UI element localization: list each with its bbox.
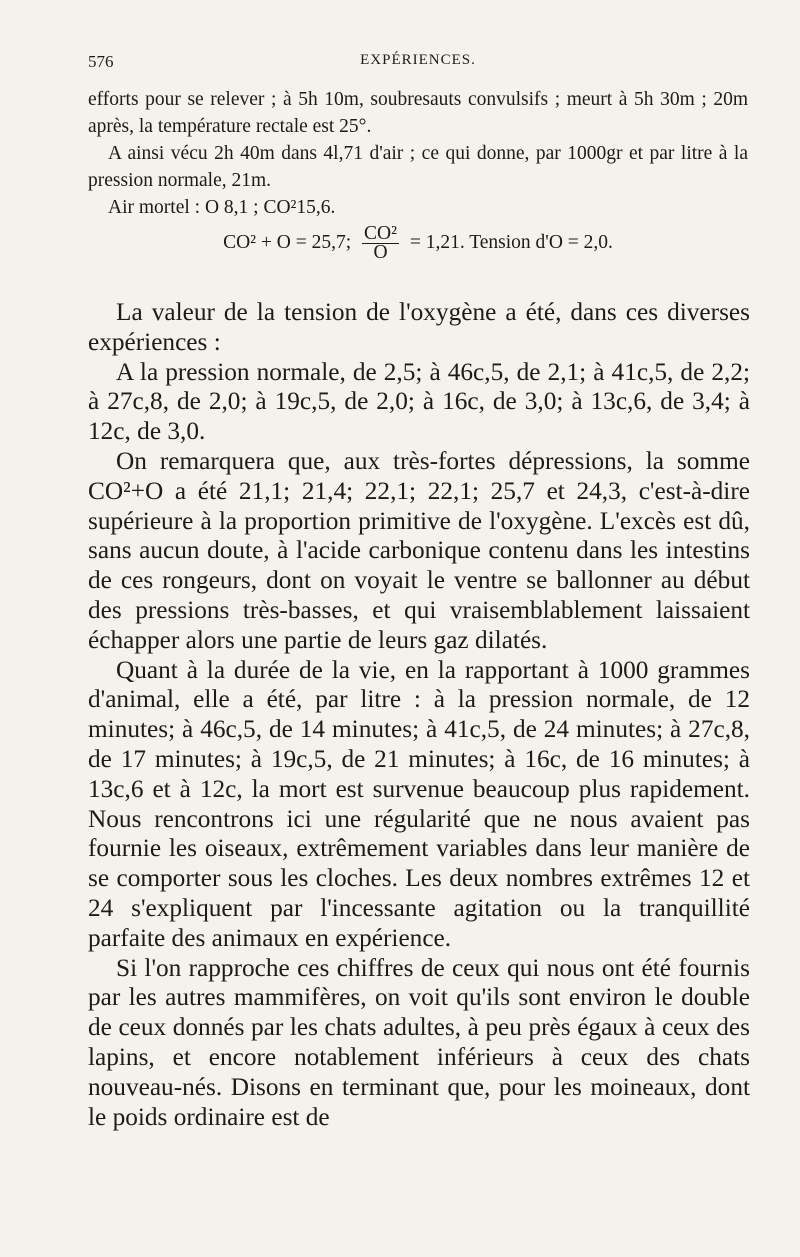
main-text [88, 298, 750, 1132]
formula-left: CO² + O = 25,7; [223, 231, 352, 253]
formula-right: = 1,21. Tension d'O = 2,0. [409, 231, 613, 253]
running-title: EXPÉRIENCES. [360, 52, 476, 68]
experiment-notes [88, 86, 748, 265]
note-line-1: efforts pour se relever ; à 5h 10m, soubresauts convulsifs ; meurt à 5h 30m ; 20m après, la température rectale est 25°. [88, 89, 748, 137]
note-line-2: A ainsi vécu 2h 40m dans 4l,71 d'air ; ce qui donne, par 1000gr et par litre à la pression normale, 21m. [88, 143, 748, 191]
paragraph: La valeur de la tension de l'oxygène a été, dans ces diverses expériences : [88, 298, 750, 356]
paragraph: On remarquera que, aux très-fortes dépressions, la somme CO²+O a été 21,1; 21,4; 22,1; 22,1; 25,7 et 24,3, c'est-à-dire supérieure à la proportion primitive de l'oxygène. L'excès est dû, sans aucun doute, à l'acide carbonique contenu dans les intestins de ces rongeurs, dont on voyait le ventre se ballonner au début des pressions très-basses, et qui vraisemblablement laissaient échapper alors une partie de leurs gaz dilatés. [88, 446, 750, 654]
page-header [88, 52, 748, 76]
formula-fraction [362, 225, 399, 262]
paragraph: Si l'on rapproche ces chiffres de ceux qui nous ont été fournis par les autres mammifères, on voit qu'ils sont environ le double de ceux donnés par les chats adultes, à peu près égaux à ceux des lapins, et encore notablement inférieurs à ceux des chats nouveau-nés. Disons en terminant que, pour les moineaux, dont le poids ordinaire est de [88, 953, 750, 1131]
formula-numerator: CO² [364, 223, 397, 244]
note-line-3: Air mortel : O 8,1 ; CO²15,6. [108, 197, 336, 218]
formula-denominator: O [373, 242, 388, 263]
page-number: 576 [88, 52, 114, 71]
paragraph: Quant à la durée de la vie, en la rapportant à 1000 grammes d'animal, elle a été, par litre : à la pression normale, de 12 minutes; à 46c,5, de 14 minutes; à 41c,5, de 24 minutes; à 27c,8, de 17 minutes; à 19c,5, de 21 minutes; à 16c, de 16 minutes; à 13c,6 et à 12c, la mort est survenue beaucoup plus rapidement. Nous rencontrons ici une régularité que ne nous avaient pas fournie les oiseaux, extrêmement variables dans leur manière de se comporter sous les cloches. Les deux nombres extrêmes 12 et 24 s'expliquent par l'incessante agitation ou la tranquillité parfaite des animaux en expérience. [88, 655, 750, 952]
formula [88, 225, 748, 265]
paragraph: A la pression normale, de 2,5; à 46c,5, de 2,1; à 41c,5, de 2,2; à 27c,8, de 2,0; à 19c,5, de 2,0; à 16c, de 3,0; à 13c,6, de 3,4; à 12c, de 3,0. [88, 357, 750, 446]
